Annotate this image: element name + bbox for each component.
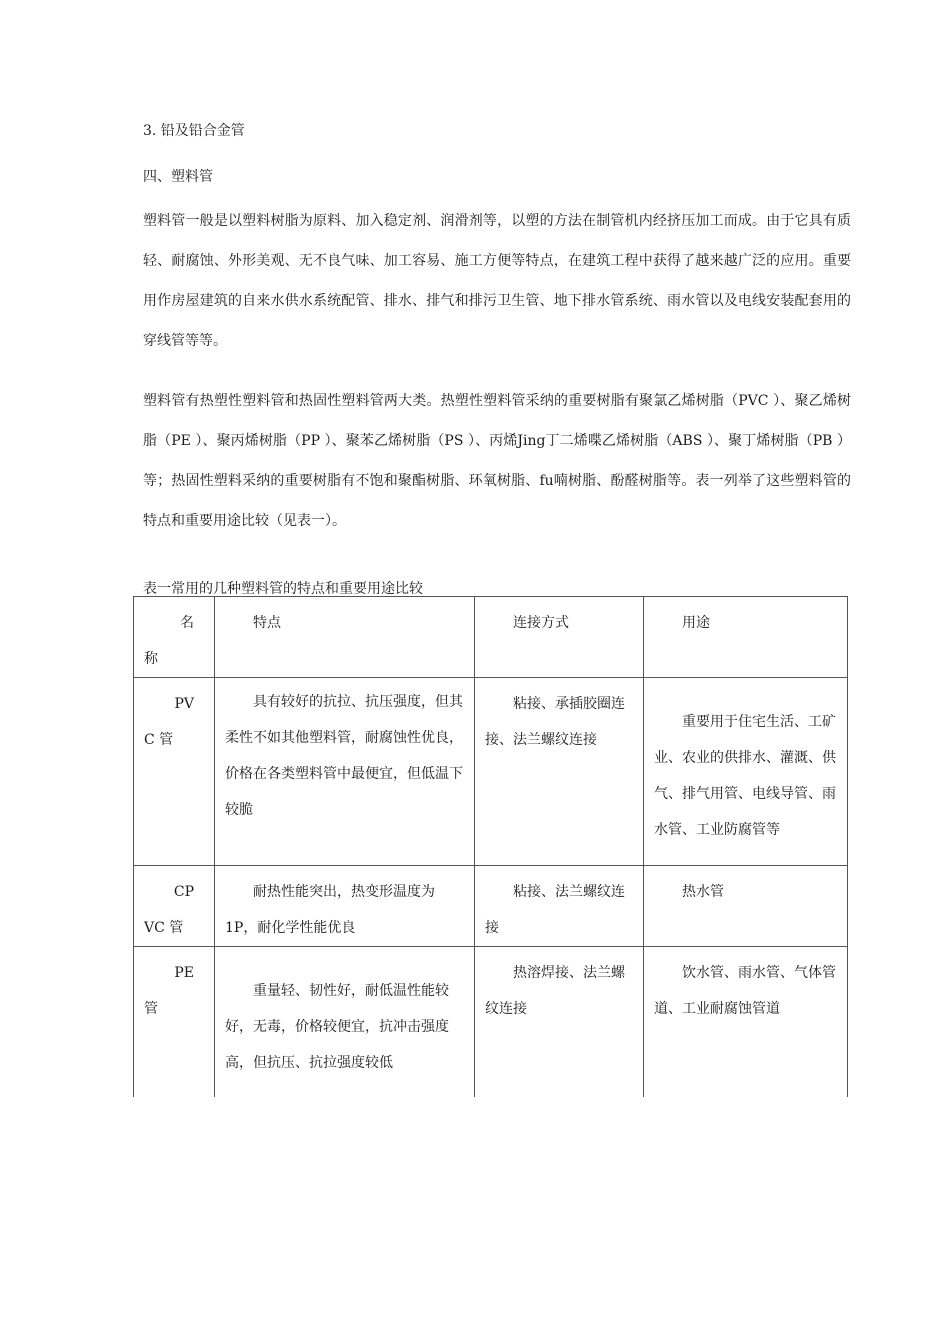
row-connection: 热溶焊接、法兰螺纹连接: [485, 965, 625, 1017]
table-row: [134, 678, 848, 866]
section-heading-plastic-pipe: 四、塑料管: [143, 169, 213, 185]
header-connection-cell: [475, 597, 644, 678]
header-name-top: 名: [180, 615, 194, 631]
row-name-top: CP: [173, 884, 194, 900]
header-name-bottom: 称: [144, 651, 158, 667]
header-name-cell: [134, 597, 215, 678]
row-feature: 具有较好的抗拉、抗压强度，但其柔性不如其他塑料管，耐腐蚀性优良，价格在各类塑料管中最便宜，但低温下较脆: [225, 694, 463, 818]
header-feature-cell: [215, 597, 475, 678]
row-feature-cell: [215, 866, 475, 947]
row-name-cell: [134, 947, 215, 1097]
row-usage-cell: [644, 866, 848, 947]
row-connection: 粘接、承插胶圈连接、法兰螺纹连接: [485, 696, 625, 748]
row-name-cell: [134, 866, 215, 947]
row-connection-cell: [475, 866, 644, 947]
row-name-top: PE: [174, 965, 194, 981]
row-feature: 耐热性能突出，热变形温度为 1P，耐化学性能优良: [225, 884, 435, 936]
row-feature: 重量轻、韧性好，耐低温性能较好，无毒，价格较便宜，抗冲击强度高，但抗压、抗拉强度较低: [225, 983, 449, 1071]
header-usage-cell: [644, 597, 848, 678]
row-name-bottom: 管: [144, 1001, 158, 1017]
row-usage: 热水管: [682, 884, 724, 900]
row-name-bottom: VC 管: [144, 920, 184, 936]
section-heading-lead-pipe: 3. 铅及铅合金管: [143, 123, 245, 139]
table-row: [134, 866, 848, 947]
row-connection-cell: [475, 947, 644, 1097]
header-feature: 特点: [253, 615, 281, 631]
row-name-top: PV: [174, 696, 194, 712]
row-connection-cell: [475, 678, 644, 866]
row-name-bottom: C 管: [144, 732, 174, 748]
row-usage: 饮水管、雨水管、气体管道、工业耐腐蚀管道: [654, 965, 836, 1017]
header-usage: 用途: [682, 615, 710, 631]
paragraph-intro: 塑料管一般是以塑料树脂为原料、加入稳定剂、润滑剂等，以塑的方法在制管机内经挤压加工而成。由于它具有质轻、耐腐蚀、外形美观、无不良气味、加工容易、施工方便等特点，在建筑工程中获得了越来越广泛的应用。重要用作房屋建筑的自来水供水系统配管、排水、排气和排污卫生管、地下排水管系统、雨水管以及电线安装配套用的穿线管等等。: [143, 213, 851, 349]
row-feature-cell: [215, 947, 475, 1097]
row-name-cell: [134, 678, 215, 866]
plastic-pipe-table: [133, 596, 848, 1097]
row-feature-cell: [215, 678, 475, 866]
row-connection: 粘接、法兰螺纹连接: [485, 884, 625, 936]
header-connection: 连接方式: [513, 615, 569, 631]
table-row: [134, 947, 848, 1097]
table-caption: 表一常用的几种塑料管的特点和重要用途比较: [143, 581, 423, 597]
row-usage-cell: [644, 678, 848, 866]
paragraph-resin-types: 塑料管有热塑性塑料管和热固性塑料管两大类。热塑性塑料管采纳的重要树脂有聚氯乙烯树脂（PVC ）、聚乙烯树脂（PE ）、聚丙烯树脂（PP ）、聚苯乙烯树脂（PS ）、丙烯Jing丁二烯喋乙烯树脂（ABS ）、聚丁烯树脂（PB ）等；热固性塑料采纳的重要树脂有不饱和聚酯树脂、环氧树脂、fu喃树脂、酚醛树脂等。表一列举了这些塑料管的特点和重要用途比较（见表一）。: [143, 393, 851, 529]
row-usage-cell: [644, 947, 848, 1097]
row-usage: 重要用于住宅生活、工矿业、农业的供排水、灌溉、供气、排气用管、电线导管、雨水管、工业防腐管等: [654, 714, 836, 838]
table-header-row: [134, 597, 848, 678]
